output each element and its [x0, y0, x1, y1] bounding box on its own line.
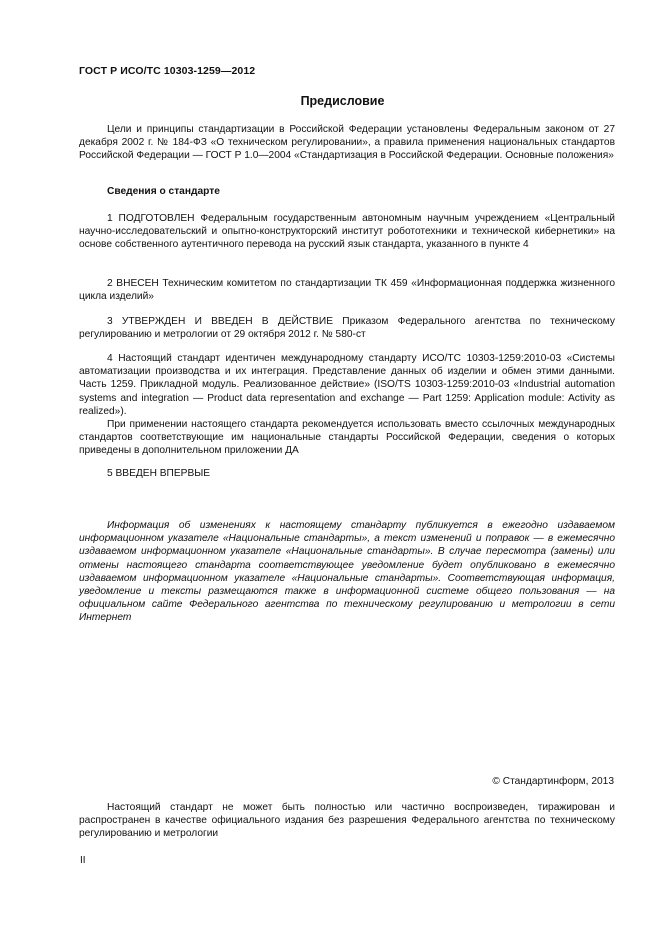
copyright-line: © Стандартинформ, 2013 [492, 776, 614, 787]
notice-text: Информация об изменениях к настоящему стандарту публикуется в ежегодно издаваемом информационном указателе «Национальные стандарты», а текст изменений и поправок — в ежемесячно издаваемом информационном указателе «Национальные стандарты». В случае пересмотра (замены) или отмены настоящего стандарта соответствующее уведомление будет опубликовано в ежемесячно издаваемом информационном указателе «Национальные стандарты». Соответствующая информация, уведомление и тексты размещаются также в информационной системе общего пользования — на официальном сайте Федерального агентства по техническому регулированию и метрологии в сети Интернет [79, 520, 615, 624]
item-5 [79, 467, 615, 480]
item-1 [79, 212, 615, 252]
reproduction-notice [79, 801, 615, 841]
page-title: Предисловие [300, 94, 385, 108]
page-number: II [80, 855, 86, 866]
item-3-text: 3 УТВЕРЖДЕН И ВВЕДЕН В ДЕЙСТВИЕ Приказом Федерального агентства по техническому регулированию и метрологии от 29 октября 2012 г. № 580-ст [79, 316, 615, 341]
item-4 [79, 352, 615, 458]
item-4-note: При применении настоящего стандарта рекомендуется использовать вместо ссылочных международных стандартов соответствующие им национальные стандарты Российской Федерации, сведения о которых приведены в дополнительном приложении ДА [79, 419, 615, 457]
item-1-text: 1 ПОДГОТОВЛЕН Федеральным государственным автономным научным учреждением «Центральный научно-исследовательский и опытно-конструкторский институт робототехники и технической кибернетики» на основе собственного аутентичного перевода на русский язык стандарта, указанного в пункте 4 [79, 213, 615, 251]
item-4-text: 4 Настоящий стандарт идентичен международному стандарту ИСО/ТС 10303-1259:2010-03 «Системы автоматизации производства и их интеграция. Представление данных об изделии и обмен этими данными. Часть 1259. Прикладной модуль. Реализованное действие» (ISO/TS 10303-1259:2010-03 «Industrial automation systems and integration — Product data representation and exchange — Part 1259: Application module: Activity as realized»). [79, 353, 615, 417]
item-2-text: 2 ВНЕСЕН Техническим комитетом по стандартизации ТК 459 «Информационная поддержка жизненного цикла изделий» [79, 278, 615, 303]
document-header: ГОСТ Р ИСО/ТС 10303-1259—2012 [79, 65, 256, 77]
item-2 [79, 277, 615, 303]
item-5-text: 5 ВВЕДЕН ВПЕРВЫЕ [107, 468, 211, 479]
notice-paragraph [79, 519, 615, 625]
intro-paragraph [79, 123, 615, 163]
info-heading: Сведения о стандарте [107, 186, 220, 197]
intro-text: Цели и принципы стандартизации в Российской Федерации установлены Федеральным законом от 27 декабря 2002 г. № 184-ФЗ «О техническом регулировании», а правила применения национальных стандартов Российской Федерации — ГОСТ Р 1.0—2004 «Стандартизация в Российской Федерации. Основные положения» [79, 124, 615, 162]
reproduction-text: Настоящий стандарт не может быть полностью или частично воспроизведен, тиражирован и распространен в качестве официального издания без разрешения Федерального агентства по техническому регулированию и метрологии [79, 802, 615, 840]
item-3 [79, 315, 615, 341]
